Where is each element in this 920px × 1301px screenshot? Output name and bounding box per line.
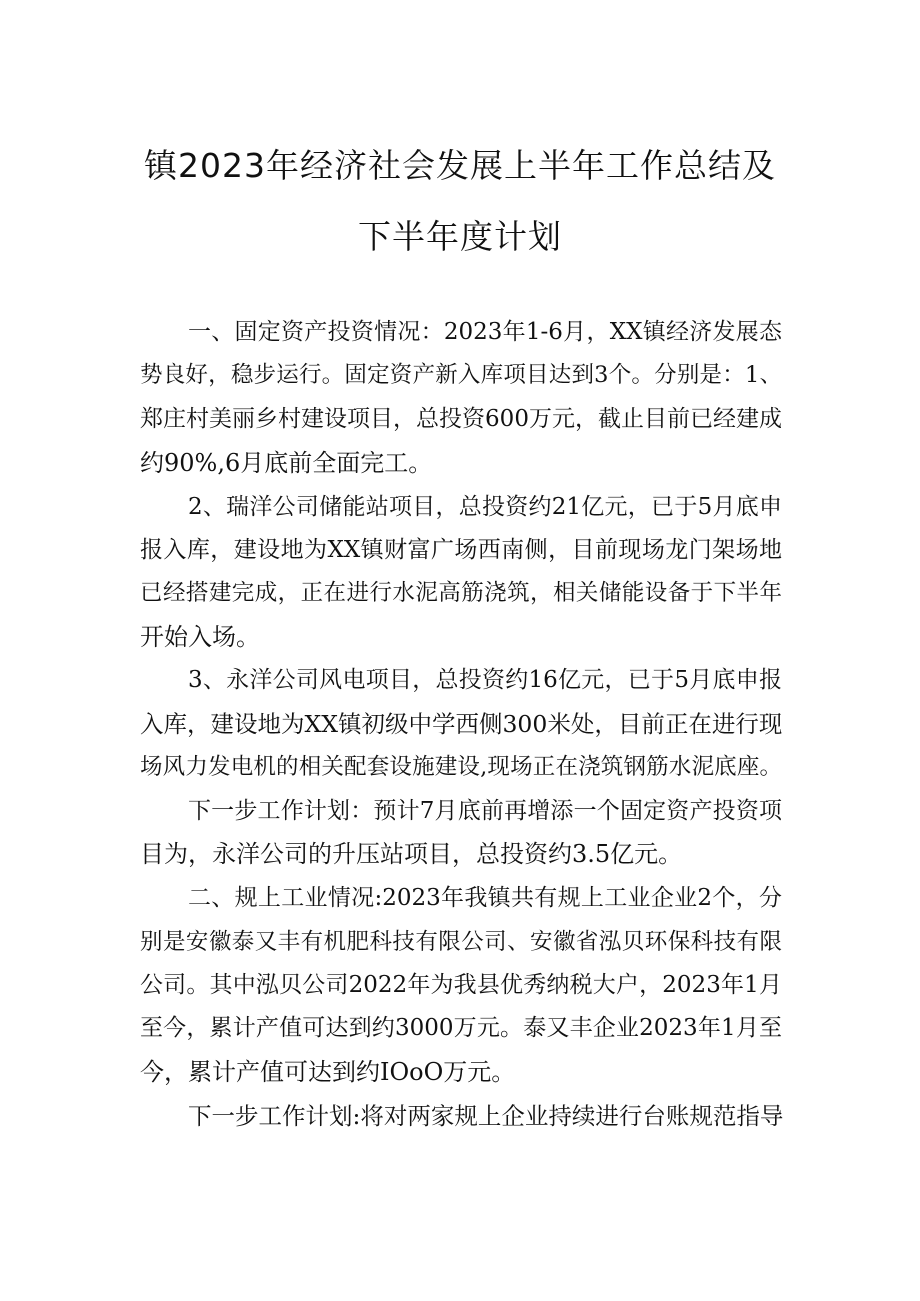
body-line: 约90%,6月底前全面完工。 [140,449,433,477]
body-line: 公司。其中泓贝公司2022年为我县优秀纳税大户，2023年1月 [140,972,782,998]
body-line: 目为，永洋公司的升压站项目，总投资约3.5亿元。 [140,840,683,868]
body-line: 至今，累计产值可达到约3000万元。泰又丰企业2023年1月至 [140,1015,782,1041]
body-line: 入库，建设地为XX镇初级中学西侧300米处，目前正在进行现 [140,710,783,738]
body-line: 场风力发电机的相关配套设施建设,现场正在浇筑钢筋水泥底座。 [140,754,782,780]
body-line: 报入库，建设地为XX镇财富广场西南侧，目前现场龙门架场地 [140,537,782,563]
body-line: 下一步工作计划:将对两家规上企业持续进行台账规范指导 [188,1102,784,1130]
body-line: 今，累计产值可达到约IOoO万元。 [140,1058,516,1086]
body-line: 势良好，稳步运行。固定资产新入库项目达到3个。分别是：1、 [140,362,782,388]
body-line: 二、规上工业情况:2023年我镇共有规上工业企业2个，分 [188,885,782,911]
document-title-line-2: 下半年度计划 [358,217,562,256]
document-title-line-1: 镇2023年经济社会发展上半年工作总结及 [144,146,776,185]
body-line: 2、瑞洋公司储能站项目，总投资约21亿元，已于5月底申 [188,494,782,520]
body-line: 别是安徽泰又丰有机肥科技有限公司、安徽省泓贝环保科技有限 [140,929,782,955]
body-line: 一、固定资产投资情况：2023年1-6月，XX镇经济发展态 [188,319,782,345]
body-line: 下一步工作计划：预计7月底前再增添一个固定资产投资项 [188,798,782,824]
body-line: 郑庄村美丽乡村建设项目，总投资600万元，截止目前已经建成 [140,406,782,432]
body-line: 3、永洋公司风电项目，总投资约16亿元，已于5月底申报 [188,667,782,693]
body-line: 已经搭建完成，正在进行水泥高筋浇筑，相关储能设备于下半年 [140,580,782,606]
body-line: 开始入场。 [140,623,260,651]
